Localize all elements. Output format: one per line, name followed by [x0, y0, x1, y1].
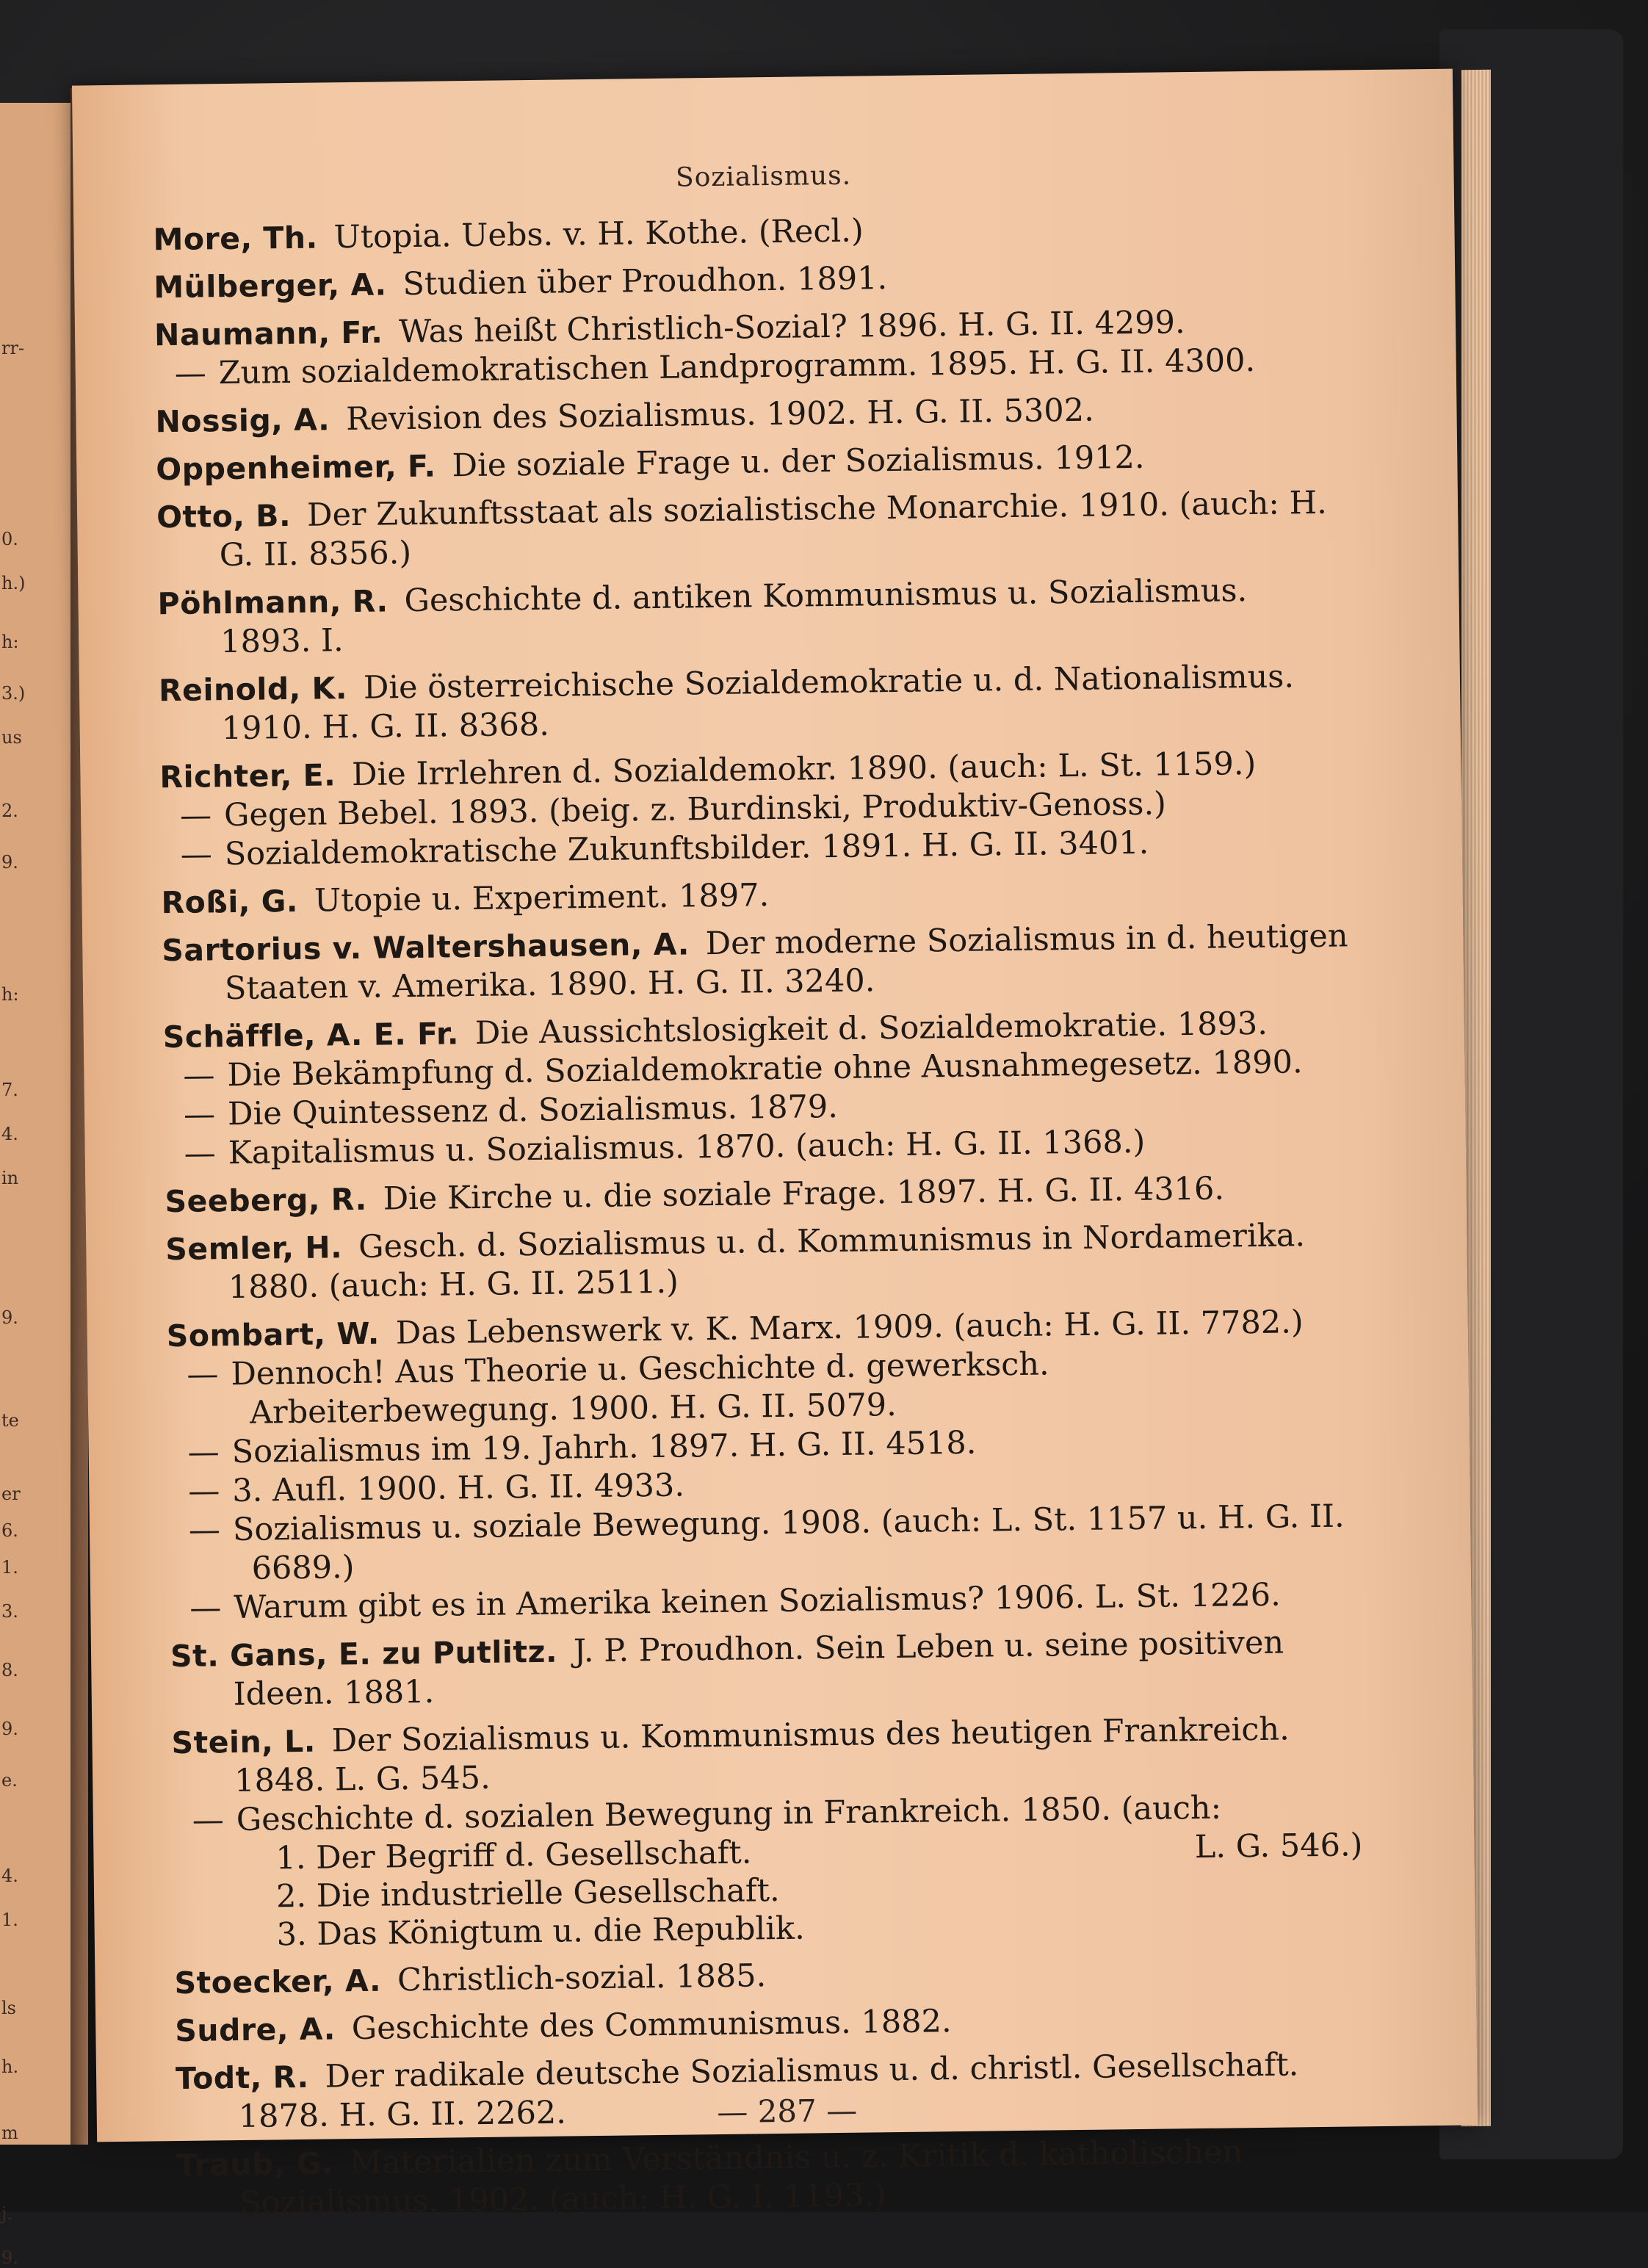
bibliography-entry [174, 1949, 1365, 2003]
sub-entry-text: Zum sozialdemokratischen Landprogramm. 1895. H. G. II. 4300. [218, 342, 1256, 392]
entry-author: Pöhlmann, R. [157, 583, 388, 622]
entry-text: Die soziale Frage u. der Sozialismus. 1912. [452, 438, 1145, 485]
left-page-text-fragments [1, 338, 31, 2268]
left-page-fragment: 4. [1, 1866, 18, 1886]
bibliography-entry [156, 436, 1346, 489]
bibliography-entry [175, 1997, 1365, 2051]
bibliography-entry [153, 253, 1344, 307]
entry-text: Utopie u. Experiment. 1897. [314, 877, 770, 920]
entry-text: Materialien zum Verständnis u. z. Kritik d. katholischen Sozialismus. 1902. (auch: H. G. I. 1193.) [239, 2134, 1243, 2222]
left-page-fragment: h: [1, 984, 19, 1005]
numbered-list [173, 1826, 1364, 1955]
entry-text: Die österreichische Sozialdemokratie u. d. Nationalismus. 1910. H. G. II. 8368. [221, 658, 1295, 748]
left-page-fragment: 9. [1, 852, 18, 873]
bibliography-entry [166, 1302, 1359, 1628]
sub-entry-dash: — [174, 355, 207, 392]
sub-entry-dash: — [183, 1096, 216, 1133]
sub-entry-text: Dennoch! Aus Theorie u. Geschichte d. gewerksch. Arbeiterbewegung. 1900. H. G. II. 5079. [231, 1346, 1049, 1431]
entry-author: Otto, B. [156, 497, 292, 535]
entry-text: Was heißt Christlich-Sozial? 1896. H. G. II. 4299. [398, 304, 1185, 351]
entry-author: Todt, R. [175, 2059, 309, 2097]
entry-text: Der radikale deutsche Sozialismus u. d. christl. Gesellschaft. 1878. H. G. II. 2262. [238, 2046, 1299, 2136]
entry-main [176, 2131, 1367, 2224]
left-page-fragment: rr- [1, 338, 25, 358]
left-page-fragment: 3. [1, 1601, 18, 1622]
entry-text: Geschichte d. antiken Kommunismus u. Sozialismus. 1893. I. [220, 572, 1248, 661]
sub-entry-dash: — [183, 1057, 215, 1094]
entry-main [159, 657, 1349, 749]
bibliography-entry [159, 657, 1349, 749]
left-page-fragment: 2. [1, 801, 18, 821]
entry-author: Naumann, Fr. [153, 314, 383, 353]
entry-author: Sombart, W. [166, 1315, 380, 1354]
left-page-fragment: 9. [1, 2247, 18, 2268]
bibliography-entry [170, 1622, 1361, 1715]
entry-author: Stoecker, A. [174, 1962, 382, 2001]
entry-main [161, 869, 1351, 922]
entry-text: Revision des Sozialismus. 1902. H. G. II. 5302. [345, 391, 1095, 438]
entry-main [153, 206, 1343, 259]
sub-entry-text: Die Bekämpfung d. Sozialdemokratie ohne Ausnahmegesetz. 1890. [227, 1044, 1303, 1094]
numbered-list-item: 2. Die industrielle Gesellschaft. [275, 1872, 780, 1915]
sub-entry-dash: — [187, 1356, 219, 1393]
entry-main [156, 483, 1347, 576]
entry-text: Der Zukunftsstaat als sozialistische Monarchie. 1910. (auch: H. G. II. 8356.) [219, 484, 1328, 574]
entry-author: More, Th. [153, 220, 318, 258]
left-page-fragment: h: [1, 632, 19, 652]
sub-entry-dash: — [189, 1589, 222, 1627]
left-page-fragment: us [1, 727, 22, 748]
entry-author: Nossig, A. [155, 402, 330, 440]
sub-entry-dash: — [188, 1512, 221, 1549]
entry-author: Seeberg, R. [165, 1181, 367, 1220]
sub-entry-group [173, 1787, 1364, 1955]
bibliography-entry [157, 570, 1348, 662]
left-page-fragment: m [1, 2123, 18, 2143]
left-page-fragment: ls [1, 1998, 16, 2018]
sub-entry-dash: — [180, 836, 213, 873]
numbered-list-item: 1. Der Begriff d. Gesellschaft. [275, 1834, 752, 1877]
entry-text: Die Irrlehren d. Sozialdemokr. 1890. (auch: L. St. 1159.) [351, 745, 1257, 794]
left-page-fragment: h. [1, 2056, 19, 2077]
entry-author: St. Gans, E. zu Putlitz. [170, 1633, 558, 1675]
page-number: — 287 — [717, 2092, 858, 2131]
entry-main [157, 570, 1348, 662]
entry-author: Oppenheimer, F. [156, 448, 436, 488]
entry-author: Traub, G. [176, 2145, 334, 2184]
entry-text: Studien über Proudhon. 1891. [402, 260, 888, 303]
left-page-fragment: 9. [1, 1307, 18, 1328]
left-page-fragment: j. [1, 2203, 13, 2224]
left-page-fragment: 0. [1, 529, 18, 549]
sub-entry-text: Sozialdemokratische Zukunftsbilder. 1891. H. G. II. 3401. [224, 824, 1149, 873]
sub-entry-text: Sozialismus u. soziale Bewegung. 1908. (auch: L. St. 1157 u. H. G. II. 6689.) [232, 1498, 1345, 1587]
left-page-fragment: 8. [1, 1660, 18, 1680]
entry-main [171, 1709, 1362, 1802]
bibliography-entry [161, 869, 1351, 922]
entry-author: Sartorius v. Waltershausen, A. [162, 926, 690, 969]
sub-entry-text: 3. Aufl. 1900. H. G. II. 4933. [232, 1467, 685, 1510]
sub-entry-text: Kapitalismus u. Sozialismus. 1870. (auch: H. G. II. 1368.) [228, 1123, 1146, 1172]
bibliography-entry [153, 206, 1343, 259]
sub-entry-text: Warum gibt es in Amerika keinen Sozialismus? 1906. L. St. 1226. [233, 1576, 1282, 1627]
entry-author: Richter, E. [159, 757, 336, 795]
bibliography-entry [162, 1003, 1354, 1174]
entry-text: J. P. Proudhon. Sein Leben u. seine positiven Ideen. 1881. [233, 1624, 1284, 1713]
left-page-fragment: 1. [1, 1557, 18, 1578]
left-page-edge [0, 103, 75, 2268]
entry-text: Geschichte des Communismus. 1882. [351, 2003, 952, 2048]
bibliography-entry [176, 2131, 1367, 2224]
left-page-fragment: 7. [1, 1080, 18, 1100]
bibliography-entry [155, 388, 1345, 441]
entry-text: Gesch. d. Sozialismus u. d. Kommunismus in Nordamerika. 1880. (auch: H. G. II. 2511.) [228, 1217, 1306, 1307]
entry-main [165, 1216, 1356, 1308]
entry-author: Schäffle, A. E. Fr. [162, 1016, 460, 1055]
left-page-fragment: 4. [1, 1124, 18, 1144]
sub-entry-dash: — [192, 1802, 225, 1839]
entry-text: Die Kirche u. die soziale Frage. 1897. H. G. II. 4316. [383, 1170, 1225, 1218]
entry-text: Das Lebenswerk v. K. Marx. 1909. (auch: H. G. II. 7782.) [395, 1304, 1304, 1352]
book-page [72, 69, 1478, 2222]
bibliography-entry [154, 301, 1345, 394]
running-head: Sozialismus. [675, 160, 852, 193]
left-page-fragment: er [1, 1484, 21, 1504]
numbered-list-item: 3. Das Königtum u. die Republik. [276, 1910, 806, 1954]
entry-main [155, 388, 1345, 441]
sub-entry-text: Sozialismus im 19. Jahrh. 1897. H. G. II. 4518. [231, 1424, 977, 1471]
bibliography-entry [156, 483, 1347, 576]
entry-main [162, 917, 1352, 1009]
left-page-fragment: 9. [1, 1719, 18, 1739]
bibliography-entry [165, 1168, 1355, 1221]
entry-text: Der moderne Sozialismus in d. heutigen Staaten v. Amerika. 1890. H. G. II. 3240. [224, 917, 1348, 1008]
left-page-fragment: 3.) [1, 683, 26, 704]
entry-text: Christlich-sozial. 1885. [397, 1957, 767, 1999]
sub-entry-dash: — [188, 1473, 220, 1510]
entry-main [156, 436, 1346, 489]
sub-entry-text: Die Quintessenz d. Sozialismus. 1879. [227, 1088, 839, 1133]
sub-entry-text: Gegen Bebel. 1893. (beig. z. Burdinski, Produktiv-Genoss.) [223, 785, 1167, 834]
sub-entry-dash: — [184, 1135, 217, 1172]
sub-entry-dash: — [187, 1434, 220, 1471]
left-page-fragment: e. [1, 1770, 18, 1791]
bibliography-entry [165, 1216, 1356, 1308]
left-page-fragment: in [1, 1168, 19, 1188]
entry-main [175, 1997, 1365, 2051]
sub-entry-dash: — [179, 797, 212, 834]
entry-text: Die Aussichtslosigkeit d. Sozialdemokratie. 1893. [474, 1005, 1268, 1052]
entry-author: Stein, L. [171, 1723, 317, 1761]
left-page-fragment: h.) [1, 573, 26, 593]
bibliography-entry [162, 917, 1352, 1009]
left-page-fragment: 1. [1, 1910, 18, 1930]
sub-entry-aside: L. G. 546.) [1194, 1827, 1363, 1866]
entry-author: Sudre, A. [175, 2011, 336, 2049]
entry-text: Der Sozialismus u. Kommunismus des heutigen Frankreich. 1848. L. G. 545. [234, 1711, 1290, 1800]
sub-entry [169, 1497, 1359, 1589]
entry-author: Roßi, G. [161, 883, 299, 921]
entry-author: Mülberger, A. [153, 267, 387, 306]
left-page-fragment: 6. [1, 1520, 18, 1541]
left-page-fragment: te [1, 1410, 19, 1431]
entry-author: Semler, H. [165, 1229, 343, 1268]
entry-text: Utopia. Uebs. v. H. Kothe. (Recl.) [333, 212, 864, 256]
entry-main [165, 1168, 1355, 1221]
bibliography-entry [159, 743, 1351, 875]
entry-main [170, 1622, 1361, 1715]
entry-main [174, 1949, 1365, 2003]
bibliography-list [153, 206, 1367, 2233]
entry-author: Reinold, K. [158, 671, 348, 709]
sub-entry-text: Geschichte d. sozialen Bewegung in Frankreich. 1850. (auch: [236, 1789, 1222, 1839]
sub-entry [167, 1341, 1357, 1434]
bibliography-entry [171, 1709, 1364, 1955]
entry-main [153, 253, 1344, 307]
